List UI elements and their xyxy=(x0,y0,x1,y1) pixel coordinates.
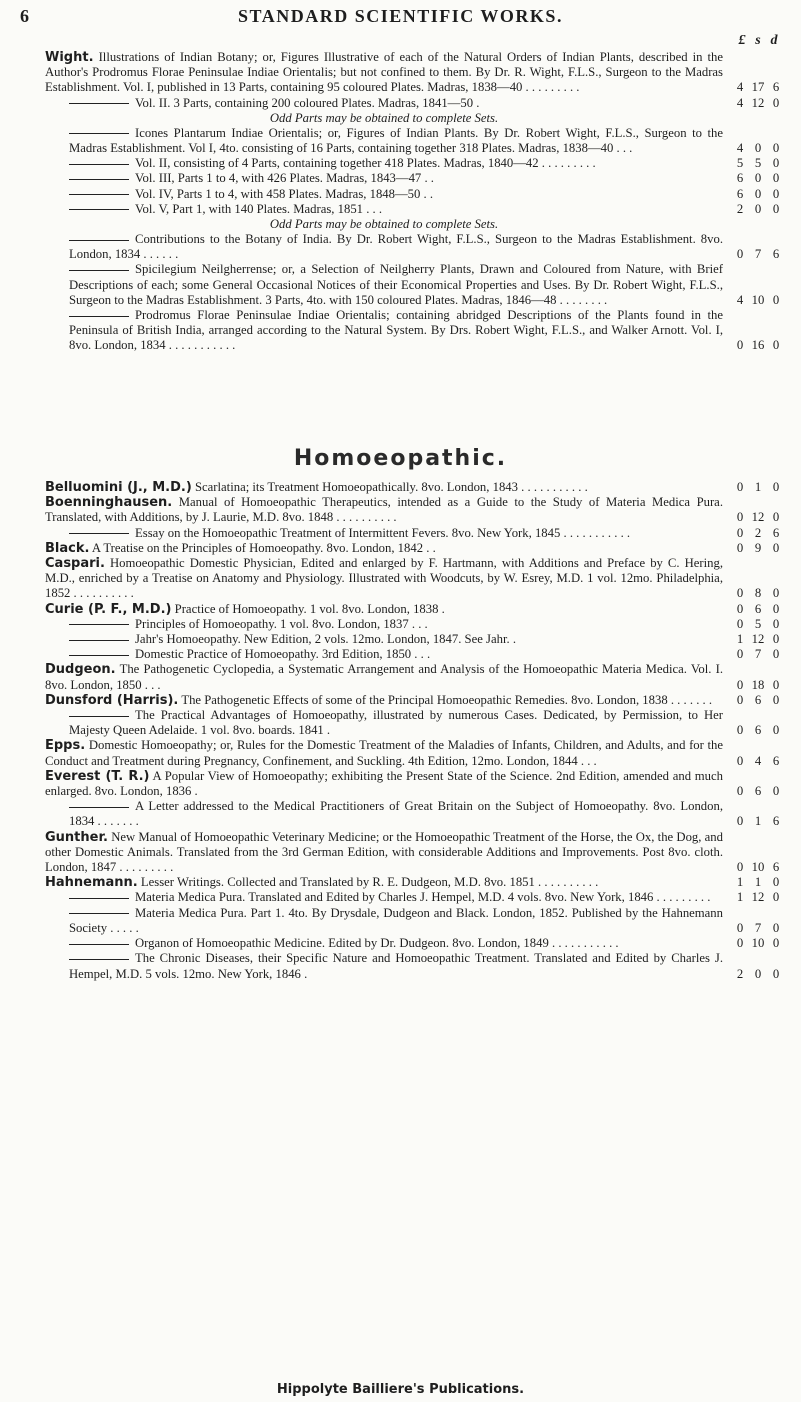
price-pounds: 1 xyxy=(736,632,744,647)
price-shillings: 12 xyxy=(751,95,765,110)
catalogue-entry xyxy=(45,126,793,156)
ditto-rule xyxy=(69,240,129,241)
entry-author: Wight. xyxy=(45,50,94,65)
ditto-rule xyxy=(69,959,129,960)
catalogue-entry xyxy=(45,202,793,217)
entry-price xyxy=(731,693,793,708)
catalogue-entry xyxy=(45,50,793,96)
entry-text: Materia Medica Pura. Translated and Edited by Charles J. Hempel, M.D. 4 vols. 8vo. New York, 1846 . . . . . . . . . xyxy=(135,890,711,905)
catalogue-entry xyxy=(45,890,793,905)
price-pounds: 5 xyxy=(736,156,744,171)
price-pounds: 0 xyxy=(736,525,744,540)
entry-price xyxy=(731,156,793,171)
entry-price xyxy=(731,586,793,601)
price-pence: 0 xyxy=(772,677,780,692)
entry-price xyxy=(731,723,793,738)
running-header xyxy=(20,6,781,32)
entry-text: Manual of Homoeopathic Therapeutics, intended as a Guide to the Study of Materia Medica Pura. Translated, with Additions, by J. Laurie, M.D. 8vo. 1848 . . . . . . . . . . xyxy=(45,495,723,525)
ditto-rule xyxy=(69,624,129,625)
ditto-rule xyxy=(69,103,129,104)
entry-text: Materia Medica Pura. Part 1. 4to. By Drysdale, Dudgeon and Black. London, 1852. Published by the Hahnemann Society . . . . . xyxy=(69,905,723,935)
catalogue-entry xyxy=(45,480,793,495)
price-shillings: 10 xyxy=(751,292,765,307)
note-text: Odd Parts may be obtained to complete Sets. xyxy=(269,217,499,232)
entry-author: Dudgeon. xyxy=(45,662,116,678)
price-shillings: 0 xyxy=(754,966,762,981)
price-pence: 0 xyxy=(772,171,780,186)
entry-author: Epps. xyxy=(45,738,86,754)
price-pence: 0 xyxy=(772,875,780,890)
catalogue-entry xyxy=(45,156,793,171)
ditto-rule xyxy=(69,898,129,899)
price-pence: 0 xyxy=(772,920,780,935)
entry-author: Everest (T. R.) xyxy=(45,768,150,784)
price-pounds: 0 xyxy=(736,586,744,601)
catalogue-entry xyxy=(45,830,793,876)
entry-price xyxy=(731,860,793,875)
price-shillings: 4 xyxy=(754,753,762,768)
price-pounds: 2 xyxy=(736,201,744,216)
price-shillings: 0 xyxy=(754,186,762,201)
catalogue-entry xyxy=(45,875,793,890)
ditto-rule xyxy=(69,807,129,808)
ditto-rule xyxy=(69,316,129,317)
price-shillings: 0 xyxy=(754,171,762,186)
entry-text: The Pathogenetic Cyclopedia, a Systematic Arrangement and Analysis of the Homoeopathic Materia Medica. Vol. I. 8vo. London, 1850 . . . xyxy=(45,662,723,692)
catalogue-entry xyxy=(45,906,793,936)
entry-price xyxy=(731,293,793,308)
price-pence: 0 xyxy=(772,156,780,171)
entry-text: Spicilegium Neilgherrense; or, a Selection of Neilgherry Plants, Drawn and Coloured from Nature, with Brief Descriptions of each; some General Occasional Notices of their Economical Properties and Uses. By Dr. Robert Wight, F.L.S., Surgeon to the Madras Establishment. 3 Parts, 4to. with 150 coloured Plates. Madras, 1846—48 . . . . . . . . xyxy=(69,262,723,307)
entry-author: Gunther. xyxy=(45,829,108,845)
entry-text: Essay on the Homoeopathic Treatment of Intermittent Fevers. 8vo. New York, 1845 . . . . . . . . . . . xyxy=(135,525,631,540)
entry-text: Vol. II. 3 Parts, containing 200 coloured Plates. Madras, 1841—50 . xyxy=(135,95,480,110)
entry-text: A Treatise on the Principles of Homoeopathy. 8vo. London, 1842 . . xyxy=(91,540,436,555)
ditto-rule xyxy=(69,640,129,641)
price-pence: 0 xyxy=(772,890,780,905)
entry-price xyxy=(731,171,793,186)
price-pence: 0 xyxy=(772,141,780,156)
price-shillings: 2 xyxy=(754,525,762,540)
catalogue-entry xyxy=(45,632,793,647)
price-shillings: 7 xyxy=(754,647,762,662)
price-shillings: 12 xyxy=(751,632,765,647)
price-shillings: 17 xyxy=(751,80,765,95)
price-pounds: 2 xyxy=(736,966,744,981)
entry-text: Illustrations of Indian Botany; or, Figures Illustrative of each of the Natural Orders of Indian Plants, described in the Author's Prodromus Florae Peninsulae Indiae Orientalis; but not confined to them. By Dr. R. Wight, F.L.S., Surgeon to the Madras Establishment. Vol. I, published in 13 Parts, containing 95 coloured Plates. Madras, 1838—40 . . . . . . . . . xyxy=(45,50,724,95)
entry-price xyxy=(731,338,793,353)
price-pence: 0 xyxy=(772,632,780,647)
price-pounds: 0 xyxy=(736,480,744,494)
price-pounds: 6 xyxy=(736,186,744,201)
entry-price xyxy=(731,936,793,951)
entry-price xyxy=(731,541,793,556)
price-pounds: 0 xyxy=(736,753,744,768)
price-pence: 6 xyxy=(772,247,780,262)
pence-header: d xyxy=(770,33,778,48)
price-pence: 6 xyxy=(772,814,780,829)
ditto-rule xyxy=(69,179,129,180)
price-pounds: 0 xyxy=(736,784,744,799)
catalogue-entry xyxy=(45,738,793,768)
entry-price xyxy=(731,80,793,95)
price-pounds: 0 xyxy=(736,860,744,875)
price-shillings: 7 xyxy=(754,247,762,262)
odd-parts-note xyxy=(45,217,793,232)
catalogue-entry xyxy=(45,617,793,632)
entry-price xyxy=(731,678,793,693)
price-shillings: 16 xyxy=(751,338,765,353)
entry-price xyxy=(731,754,793,769)
entry-text: The Pathogenetic Effects of some of the Principal Homoeopathic Remedies. 8vo. London, 1838 . . . . . . . xyxy=(181,692,713,707)
entry-text: Lesser Writings. Collected and Translated by R. E. Dudgeon, M.D. 8vo. 1851 . . . . . . . . . . xyxy=(140,875,599,890)
pounds-header: £ xyxy=(738,33,746,48)
price-pence: 6 xyxy=(772,525,780,540)
entry-text: A Letter addressed to the Medical Practitioners of Great Britain on the Subject of Homoeopathy. 8vo. London, 1834 . . . . . . . xyxy=(69,799,723,829)
price-shillings: 12 xyxy=(751,890,765,905)
catalogue-entry xyxy=(45,526,793,541)
price-shillings: 1 xyxy=(754,480,762,494)
entry-text: The Chronic Diseases, their Specific Nature and Homoeopathic Treatment. Translated and Edited by Charles J. Hempel, M.D. 5 vols. 12mo. New York, 1846 . xyxy=(69,951,723,981)
price-pounds: 4 xyxy=(736,95,744,110)
entry-text: Vol. III, Parts 1 to 4, with 426 Plates. Madras, 1843—47 . . xyxy=(135,171,434,186)
homoeopathic-section xyxy=(45,480,793,982)
price-pounds: 0 xyxy=(736,723,744,738)
catalogue-entry xyxy=(45,936,793,951)
price-pounds: 0 xyxy=(736,920,744,935)
entry-text: Jahr's Homoeopathy. New Edition, 2 vols. 12mo. London, 1847. See Jahr. . xyxy=(135,632,516,647)
entry-price xyxy=(731,480,793,495)
entry-author: Black. xyxy=(45,540,90,556)
entry-text: Organon of Homoeopathic Medicine. Edited by Dr. Dudgeon. 8vo. London, 1849 . . . . . . . . . . . xyxy=(135,936,619,951)
catalogue-entry xyxy=(45,541,793,556)
entry-text: New Manual of Homoeopathic Veterinary Medicine; or the Homoeopathic Treatment of the Horse, the Ox, the Dog, and other Domestic Animals. Translated from the 3rd German Edition, with considerable Additions and Improvements. Post 8vo. cloth. London, 1847 . . . . . . . . . xyxy=(45,829,723,875)
price-shillings: 10 xyxy=(751,936,765,951)
ditto-rule xyxy=(69,209,129,210)
note-text: Odd Parts may be obtained to complete Sets. xyxy=(269,110,499,125)
price-pounds: 0 xyxy=(736,338,744,353)
catalogue-entry xyxy=(45,708,793,738)
price-pounds: 0 xyxy=(736,677,744,692)
price-pence: 6 xyxy=(772,860,780,875)
price-pounds: 4 xyxy=(736,141,744,156)
price-shillings: 10 xyxy=(751,860,765,875)
entry-author: Boenninghausen. xyxy=(45,495,173,511)
entry-price xyxy=(731,187,793,202)
entry-text: Homoeopathic Domestic Physician, Edited and enlarged by F. Hartmann, with Additions and Preface by C. Hering, M.D., enriched by a Treatise on Anatomy and Physiology. Illustrated with Woodcuts, by W. Esrey, M.D. 1 vol. 12mo. Philadelphia, 1852 . . . . . . . . . . xyxy=(45,556,724,601)
catalogue-entry xyxy=(45,693,793,708)
price-pence: 0 xyxy=(772,784,780,799)
entry-price xyxy=(731,875,793,890)
entry-text: Practice of Homoeopathy. 1 vol. 8vo. London, 1838 . xyxy=(174,601,445,616)
ditto-rule xyxy=(69,133,129,134)
entry-author: Dunsford (Harris). xyxy=(45,692,179,708)
ditto-rule xyxy=(69,270,129,271)
page-footer: Hippolyte Bailliere's Publications. xyxy=(276,1382,525,1397)
section-heading: Homoeopathic. xyxy=(293,446,508,471)
entry-price xyxy=(731,890,793,905)
ditto-rule xyxy=(69,944,129,945)
entry-author: Curie (P. F., M.D.) xyxy=(45,601,172,617)
price-shillings: 5 xyxy=(754,616,762,631)
catalogue-entry xyxy=(45,262,793,308)
entry-text: Domestic Homoeopathy; or, Rules for the Domestic Treatment of the Maladies of Infants, Children, and Adults, and for the Conduct and Treatment during Pregnancy, Confinement, and Suckling. 4th Edition, 12mo. London, 1844 . . . xyxy=(45,738,724,768)
price-pence: 0 xyxy=(772,292,780,307)
catalogue-entry xyxy=(45,308,793,354)
price-pounds: 6 xyxy=(736,171,744,186)
entry-text: Vol. IV, Parts 1 to 4, with 458 Plates. Madras, 1848—50 . . xyxy=(135,186,434,201)
catalogue-entry xyxy=(45,232,793,262)
price-shillings: 6 xyxy=(754,692,762,707)
entry-text: Vol. V, Part 1, with 140 Plates. Madras, 1851 . . . xyxy=(135,201,383,216)
entry-price xyxy=(731,647,793,662)
entry-price xyxy=(731,247,793,262)
botany-section xyxy=(45,50,793,354)
entry-price xyxy=(731,632,793,647)
price-pence: 0 xyxy=(772,480,780,494)
price-pounds: 0 xyxy=(736,540,744,555)
price-pounds: 4 xyxy=(736,292,744,307)
price-shillings: 7 xyxy=(754,920,762,935)
price-shillings: 9 xyxy=(754,540,762,555)
ditto-rule xyxy=(69,913,129,914)
price-shillings: 0 xyxy=(754,141,762,156)
price-shillings: 1 xyxy=(754,875,762,890)
catalogue-entry xyxy=(45,495,793,525)
entry-author: Hahnemann. xyxy=(45,875,138,891)
ditto-rule xyxy=(69,655,129,656)
price-shillings: 5 xyxy=(754,156,762,171)
price-pounds: 0 xyxy=(736,647,744,662)
price-shillings: 6 xyxy=(754,784,762,799)
price-pounds: 0 xyxy=(736,936,744,951)
price-shillings: 1 xyxy=(754,814,762,829)
price-shillings: 18 xyxy=(751,677,765,692)
running-title: STANDARD SCIENTIFIC WORKS. xyxy=(238,6,563,26)
odd-parts-note xyxy=(45,111,793,126)
catalogue-entry xyxy=(45,769,793,799)
ditto-rule xyxy=(69,164,129,165)
price-shillings: 6 xyxy=(754,723,762,738)
price-pence: 6 xyxy=(772,753,780,768)
catalogue-entry xyxy=(45,96,793,111)
price-pence: 0 xyxy=(772,647,780,662)
catalogue-entry xyxy=(45,171,793,186)
entry-text: Principles of Homoeopathy. 1 vol. 8vo. London, 1837 . . . xyxy=(135,616,428,631)
entry-price xyxy=(731,510,793,525)
entry-price xyxy=(731,202,793,217)
price-pounds: 4 xyxy=(736,80,744,95)
entry-text: Scarlatina; its Treatment Homoeopathically. 8vo. London, 1843 . . . . . . . . . . . xyxy=(194,480,588,494)
price-pence: 0 xyxy=(772,510,780,525)
price-pounds: 0 xyxy=(736,616,744,631)
entry-text: A Popular View of Homoeopathy; exhibiting the Present State of the Science. 2nd Edition, amended and much enlarged. 8vo. London, 1836 . xyxy=(45,768,723,799)
entry-price xyxy=(731,814,793,829)
price-column-header xyxy=(734,33,790,49)
price-pence: 0 xyxy=(772,338,780,353)
entry-text: Contributions to the Botany of India. By Dr. Robert Wight, F.L.S., Surgeon to the Madras Establishment. 8vo. London, 1834 . . . . . . xyxy=(69,232,723,262)
entry-author: Belluomini (J., M.D.) xyxy=(45,480,192,495)
catalogue-entry xyxy=(45,602,793,617)
entry-price xyxy=(731,617,793,632)
price-shillings: 0 xyxy=(754,201,762,216)
entry-text: Prodromus Florae Peninsulae Indiae Orientalis; containing abridged Descriptions of the Plants found in the Peninsula of British India, arranged according to the Natural System. By Drs. Robert Wight, F.L.S., and Walker Arnott. Vol. I, 8vo. London, 1834 . . . . . . . . . . . xyxy=(69,308,723,353)
price-pence: 0 xyxy=(772,966,780,981)
price-pence: 0 xyxy=(772,601,780,616)
catalogue-entry xyxy=(45,187,793,202)
price-shillings: 8 xyxy=(754,586,762,601)
ditto-rule xyxy=(69,533,129,534)
ditto-rule xyxy=(69,194,129,195)
catalogue-entry xyxy=(45,556,793,602)
price-pounds: 1 xyxy=(736,890,744,905)
shillings-header: s xyxy=(755,33,761,48)
price-shillings: 6 xyxy=(754,601,762,616)
entry-price xyxy=(731,602,793,617)
entry-text: Icones Plantarum Indiae Orientalis; or, Figures of Indian Plants. By Dr. Robert Wight, F.L.S., Surgeon to the Madras Establishment. Vol I, 4to. consisting of 16 Parts, containing together 318 Plates. Madras, 1838—40 . . . xyxy=(69,125,723,156)
price-pence: 0 xyxy=(772,936,780,951)
catalogue-entry xyxy=(45,662,793,692)
entry-price xyxy=(731,141,793,156)
page-number: 6 xyxy=(20,6,29,26)
catalogue-entry xyxy=(45,799,793,829)
ditto-rule xyxy=(69,716,129,717)
entry-price xyxy=(731,967,793,982)
price-pounds: 0 xyxy=(736,247,744,262)
price-pounds: 0 xyxy=(736,814,744,829)
entry-price xyxy=(731,96,793,111)
price-pounds: 0 xyxy=(736,601,744,616)
price-shillings: 12 xyxy=(751,510,765,525)
entry-text: Domestic Practice of Homoeopathy. 3rd Edition, 1850 . . . xyxy=(135,647,431,662)
entry-price xyxy=(731,526,793,541)
price-pence: 0 xyxy=(772,95,780,110)
price-pounds: 1 xyxy=(736,875,744,890)
price-pence: 0 xyxy=(772,186,780,201)
price-pence: 6 xyxy=(772,80,780,95)
entry-price xyxy=(731,784,793,799)
entry-author: Caspari. xyxy=(45,556,105,572)
entry-text: The Practical Advantages of Homoeopathy, illustrated by numerous Cases. Dedicated, by Permission, to Her Majesty Queen Adelaide. 1 vol. 8vo. boards. 1841 . xyxy=(69,708,723,738)
price-pounds: 0 xyxy=(736,510,744,525)
price-pence: 0 xyxy=(772,616,780,631)
price-pence: 0 xyxy=(772,723,780,738)
price-pence: 0 xyxy=(772,201,780,216)
price-pence: 0 xyxy=(772,540,780,555)
entry-text: Vol. II, consisting of 4 Parts, containing together 418 Plates. Madras, 1840—42 . . . . . . . . . xyxy=(135,156,596,171)
price-pounds: 0 xyxy=(736,692,744,707)
price-pence: 0 xyxy=(772,586,780,601)
catalogue-entry xyxy=(45,951,793,981)
catalogue-entry xyxy=(45,647,793,662)
entry-price xyxy=(731,921,793,936)
price-pence: 0 xyxy=(772,692,780,707)
